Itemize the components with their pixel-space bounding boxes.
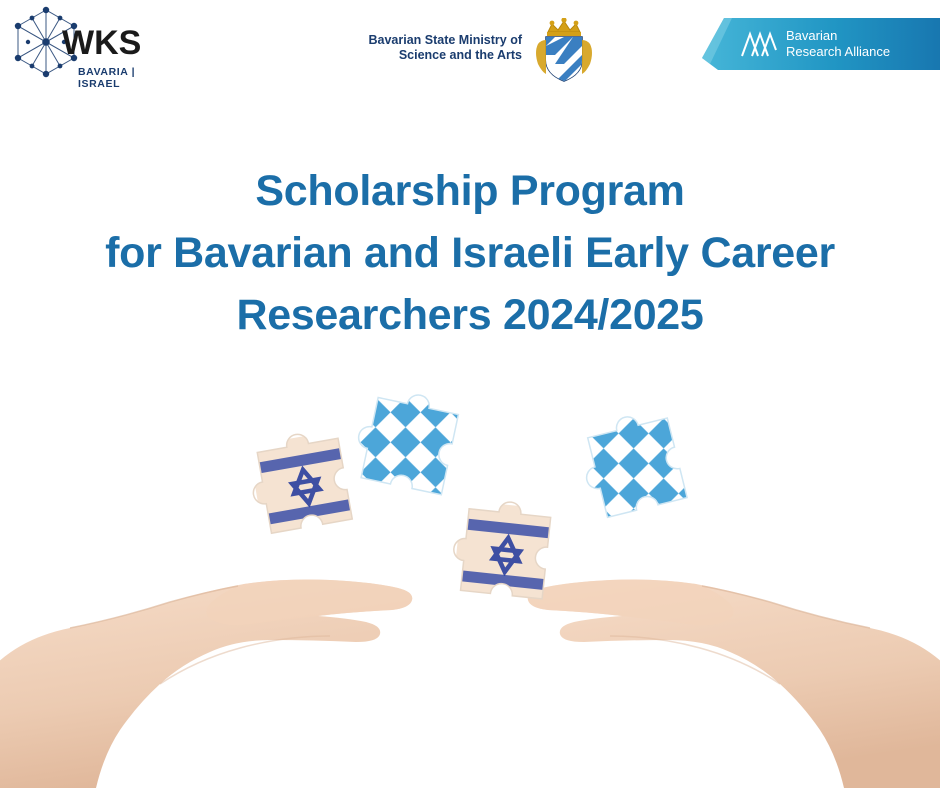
wks-logo xyxy=(0,0,172,98)
bavarian-research-alliance-logo xyxy=(702,14,940,74)
bavarian-state-crest-icon xyxy=(528,18,600,84)
header-bar xyxy=(0,0,940,100)
hand-left xyxy=(0,580,412,788)
puzzle-piece-bavaria-diamond-top xyxy=(326,370,495,532)
ministry-line-2: Science and the Arts xyxy=(398,48,522,62)
wks-subtitle: BAVARIA | ISRAEL xyxy=(78,66,136,90)
hands-and-puzzle-illustration xyxy=(0,370,940,788)
puzzle-piece-israel-flag-left xyxy=(245,426,364,545)
illustration-svg xyxy=(0,370,940,788)
title-line-2: for Bavarian and Israeli Early Career xyxy=(105,229,835,277)
ministry-name xyxy=(332,33,522,63)
hand-right xyxy=(528,580,940,788)
wks-wordmark: WKS xyxy=(62,24,142,62)
page-title xyxy=(0,160,940,346)
bra-chevron-mark-icon xyxy=(738,30,778,60)
bra-line-1: Bavarian xyxy=(786,28,838,43)
bra-line-2: Research Alliance xyxy=(786,44,891,59)
ministry-line-1: Bavarian State Ministry of xyxy=(368,33,522,47)
bra-wordmark xyxy=(786,28,890,60)
puzzle-piece-bavaria-diamond-right xyxy=(550,380,726,556)
title-line-3: Researchers 2024/2025 xyxy=(236,291,704,339)
title-line-1: Scholarship Program xyxy=(255,167,685,215)
